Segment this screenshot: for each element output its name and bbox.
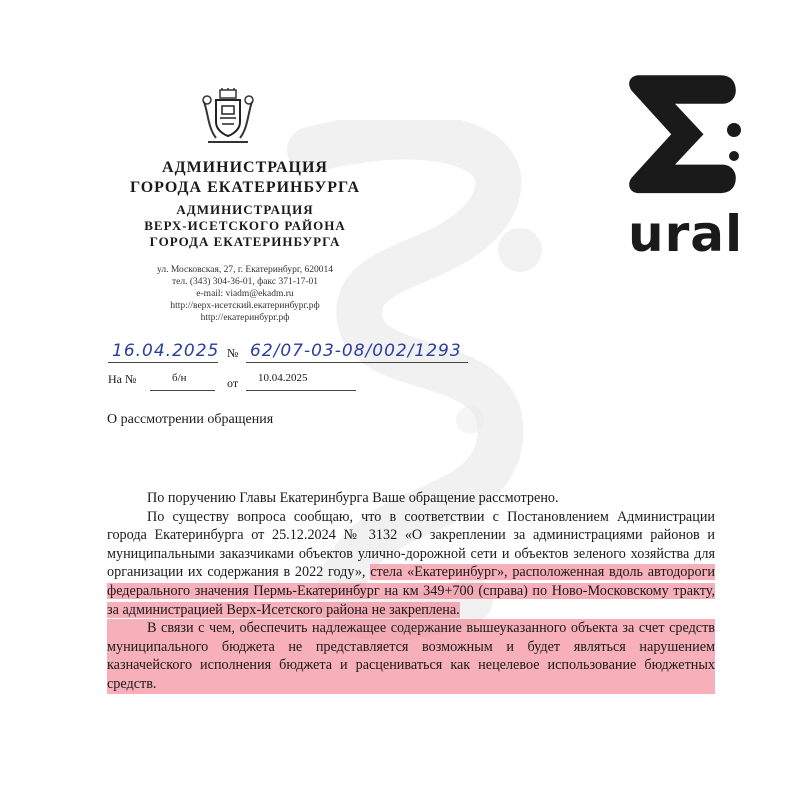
phone-line: тел. (343) 304-36-01, факс 371-17-01 — [171, 277, 319, 287]
subject-line: О рассмотрении обращения — [107, 412, 274, 427]
brand-name: ural — [628, 205, 744, 263]
letter-body — [107, 489, 715, 694]
from-underline — [246, 390, 356, 391]
highlighted-text: стела «Екатеринбург», расположенная вдоль автодороги федерального значения Пермь-Екатеринбург на км 349+700 (справа) по Ново-Московскому тракту, за администрацией Верх-Исетского района не закреплена. — [107, 564, 715, 618]
ref-value: б/н — [172, 372, 187, 384]
address-line: ул. Московская, 27, г. Екатеринбург, 620014 — [157, 265, 333, 275]
number-sign: № — [227, 346, 239, 360]
outgoing-date: 16.04.2025 — [112, 341, 220, 361]
email-line: e-mail: viadm@ekadm.ru — [196, 289, 294, 299]
dept-line-1: АДМИНИСТРАЦИЯ — [176, 202, 314, 217]
org-line-1: АДМИНИСТРАЦИЯ — [162, 159, 328, 176]
ref-underline — [150, 390, 215, 391]
ref-label: На № — [108, 372, 137, 386]
from-label: от — [227, 376, 239, 390]
paragraph-2-text: По существу вопроса сообщаю, что в соответствии с Постановлением Администрации города Екатеринбурга от 25.12.2024 № 3132 «О закреплении за администрациями районов и муниципальными заказчиками объектов улично-дорожной сети и объектов зеленого хозяйства для организации их содержания в 2022 году», — [107, 508, 715, 581]
paragraph-1: По поручению Главы Екатеринбурга Ваше обращение рассмотрено. — [147, 490, 559, 506]
website-line: http://екатеринбург.рф — [200, 313, 290, 323]
coat-of-arms-icon — [200, 88, 256, 146]
org-line-2: ГОРОДА ЕКАТЕРИНБУРГА — [129, 179, 361, 196]
date-underline — [108, 362, 218, 363]
dept-name — [100, 202, 390, 250]
from-value: 10.04.2025 — [258, 372, 308, 384]
number-underline — [246, 362, 468, 363]
dept-line-3: ГОРОДА ЕКАТЕРИНБУРГА — [149, 234, 341, 249]
paragraph-2 — [107, 508, 715, 620]
org-name — [100, 158, 390, 198]
outgoing-number: 62/07-03-08/002/1293 — [250, 341, 462, 361]
paragraph-3-highlighted: В связи с чем, обеспечить надлежащее содержание вышеуказанного объекта за счет средств муниципального бюджета не представляется возможным и будет являться нарушением казначейского исполнения бюджета и расцениваться как нецелевое использование бюджетных средств. — [107, 620, 715, 692]
dept-line-2: ВЕРХ-ИСЕТСКОГО РАЙОНА — [144, 218, 346, 233]
website-line: http://верх-исетский.екатеринбург.рф — [170, 301, 320, 311]
address-block — [100, 264, 390, 324]
